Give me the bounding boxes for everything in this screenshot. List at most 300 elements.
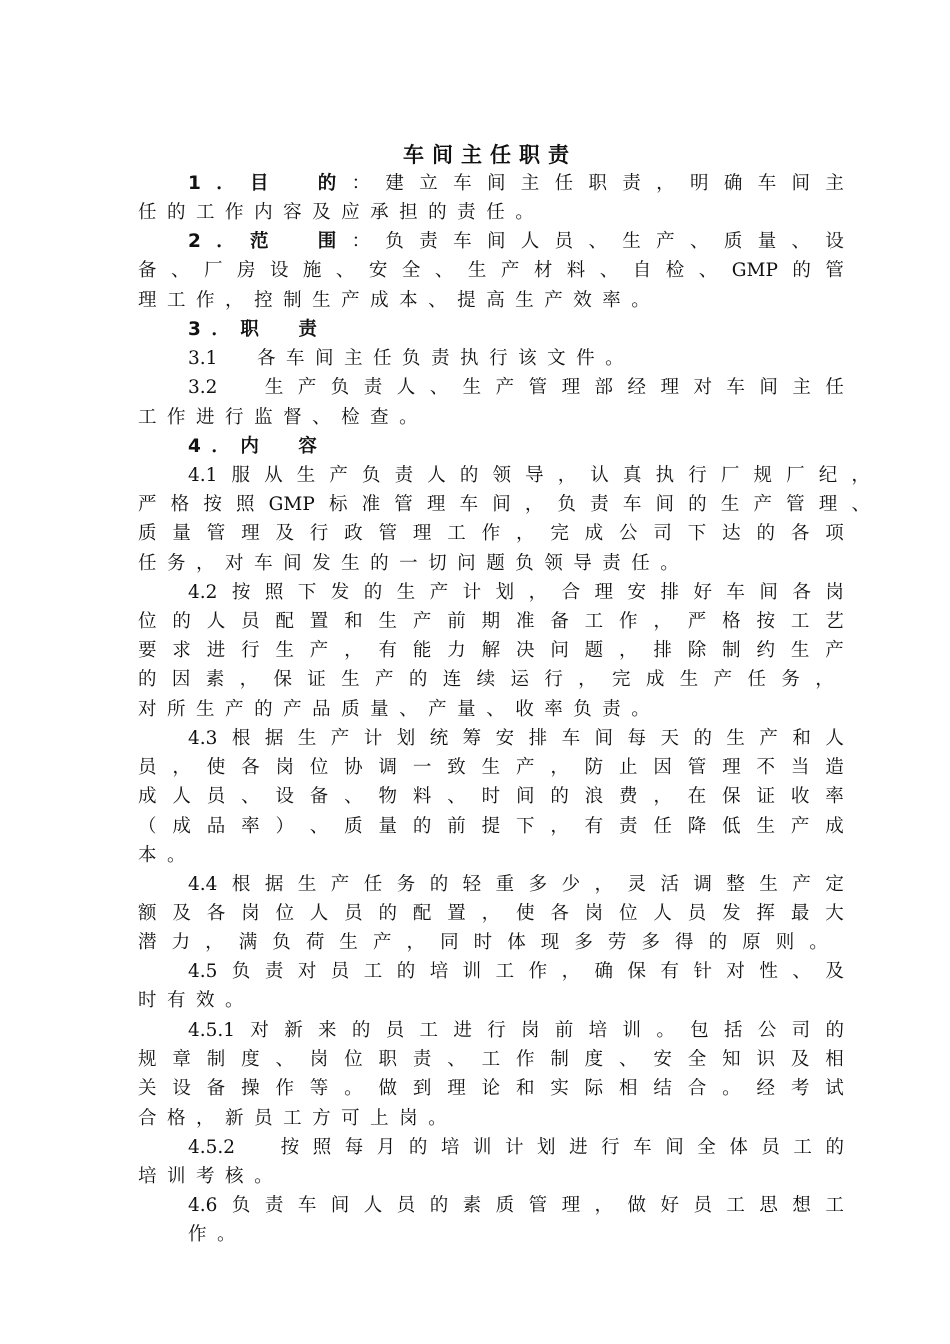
text-glyph: 车 bbox=[453, 231, 472, 252]
text-glyph: 成 bbox=[172, 816, 191, 837]
text-line bbox=[138, 695, 720, 724]
text-glyph: ， bbox=[550, 757, 569, 778]
text-glyph: 力 bbox=[447, 640, 466, 661]
text-glyph: 作 bbox=[167, 407, 186, 428]
text-line bbox=[138, 782, 844, 811]
text-glyph: 容 bbox=[298, 436, 317, 457]
text-glyph: 按 bbox=[231, 582, 251, 603]
text-glyph: 求 bbox=[172, 640, 191, 661]
text-glyph: ， bbox=[578, 669, 597, 690]
text-glyph: 间 bbox=[486, 231, 506, 252]
text-glyph: 产 bbox=[329, 465, 348, 486]
text-glyph: 挥 bbox=[756, 903, 775, 924]
text-glyph: 下 bbox=[297, 582, 317, 603]
text-glyph: 、 bbox=[690, 231, 709, 252]
text-glyph: 有 bbox=[378, 640, 398, 661]
text-glyph: 管 bbox=[378, 523, 398, 544]
text-glyph: 达 bbox=[722, 523, 741, 544]
text-glyph: 间 bbox=[759, 377, 778, 398]
text-glyph: 证 bbox=[307, 669, 326, 690]
text-glyph: 想 bbox=[792, 1195, 811, 1216]
text-glyph: 生 bbox=[462, 377, 482, 398]
text-line bbox=[188, 724, 844, 753]
text-glyph: 任 bbox=[363, 874, 383, 895]
text-line bbox=[138, 490, 870, 519]
text-glyph: 协 bbox=[344, 757, 363, 778]
text-glyph: 、 bbox=[429, 377, 449, 398]
text-glyph: 工 bbox=[167, 290, 186, 311]
text-glyph: 试 bbox=[825, 1078, 844, 1099]
text-glyph: 4.1 bbox=[188, 465, 218, 486]
text-glyph: 生 bbox=[622, 231, 641, 252]
text-glyph: 责 bbox=[590, 494, 609, 515]
text-glyph: 。 bbox=[631, 290, 650, 311]
text-glyph: 章 bbox=[172, 1049, 191, 1070]
text-glyph: 计 bbox=[462, 582, 482, 603]
text-glyph: 产 bbox=[375, 669, 394, 690]
text-glyph: 的 bbox=[138, 669, 157, 690]
text-glyph: 行 bbox=[601, 1137, 620, 1158]
text-glyph: 质 bbox=[344, 816, 363, 837]
text-glyph: 进 bbox=[453, 1020, 472, 1041]
text-glyph: 因 bbox=[653, 757, 672, 778]
text-glyph: 量 bbox=[457, 699, 476, 720]
text-glyph: 管 bbox=[528, 377, 548, 398]
text-glyph: GMP bbox=[731, 260, 778, 281]
text-glyph: 岗 bbox=[241, 903, 260, 924]
text-glyph: 行 bbox=[487, 1020, 506, 1041]
text-glyph: 量 bbox=[172, 523, 191, 544]
text-glyph: 、 bbox=[241, 786, 260, 807]
text-glyph: 位 bbox=[344, 1049, 363, 1070]
text-glyph: 准 bbox=[515, 611, 535, 632]
text-glyph: 间 bbox=[283, 553, 302, 574]
text-glyph: 艺 bbox=[825, 611, 844, 632]
text-glyph: 、 bbox=[275, 1049, 294, 1070]
text-glyph: 间 bbox=[330, 1195, 350, 1216]
text-glyph: 自 bbox=[632, 260, 652, 281]
text-glyph: 除 bbox=[687, 640, 707, 661]
text-glyph: 备 bbox=[550, 611, 569, 632]
text-glyph: 工 bbox=[584, 611, 604, 632]
text-glyph: 从 bbox=[264, 465, 283, 486]
text-glyph: 解 bbox=[481, 640, 501, 661]
text-glyph: 全 bbox=[687, 1049, 707, 1070]
text-glyph: 约 bbox=[756, 640, 775, 661]
text-glyph: 的 bbox=[429, 1195, 449, 1216]
text-glyph: 认 bbox=[590, 465, 609, 486]
text-glyph: 制 bbox=[722, 640, 741, 661]
text-glyph: 文 bbox=[547, 348, 566, 369]
text-glyph: 考 bbox=[196, 1166, 215, 1187]
text-glyph: 作 bbox=[225, 202, 244, 223]
text-glyph: 员 bbox=[693, 1195, 712, 1216]
text-glyph: 造 bbox=[825, 757, 844, 778]
text-glyph: 任 bbox=[631, 553, 650, 574]
text-glyph: ， bbox=[653, 786, 672, 807]
text-glyph: 问 bbox=[457, 553, 476, 574]
text-glyph: 调 bbox=[378, 757, 398, 778]
text-glyph: 划 bbox=[537, 1137, 556, 1158]
text-glyph: 运 bbox=[510, 669, 529, 690]
text-glyph: 收 bbox=[515, 699, 534, 720]
text-glyph: 责 bbox=[602, 553, 621, 574]
text-glyph: 对 bbox=[297, 961, 317, 982]
text-glyph: 的 bbox=[408, 669, 428, 690]
text-glyph: 人 bbox=[309, 903, 329, 924]
text-glyph: 则 bbox=[775, 932, 795, 953]
text-glyph: 员 bbox=[385, 1020, 405, 1041]
text-glyph: 安 bbox=[653, 1049, 672, 1070]
text-line bbox=[188, 1191, 844, 1220]
text-glyph: 、 bbox=[619, 1049, 638, 1070]
text-glyph: 生 bbox=[378, 611, 398, 632]
text-glyph: 责 bbox=[264, 961, 284, 982]
text-glyph: 。 bbox=[254, 1166, 273, 1187]
text-glyph: 品 bbox=[312, 699, 331, 720]
text-glyph: 括 bbox=[723, 1020, 743, 1041]
text-glyph: 、 bbox=[486, 699, 505, 720]
text-glyph: 原 bbox=[742, 932, 761, 953]
text-glyph: 理 bbox=[561, 1195, 581, 1216]
text-glyph: 车 bbox=[633, 1137, 652, 1158]
text-glyph: 质 bbox=[138, 523, 157, 544]
text-glyph: 产 bbox=[759, 728, 778, 749]
text-glyph: 岗 bbox=[825, 582, 844, 603]
text-glyph: 在 bbox=[687, 786, 707, 807]
text-glyph: 产 bbox=[330, 728, 350, 749]
text-glyph: 工 bbox=[419, 1020, 439, 1041]
text-glyph: 产 bbox=[309, 640, 329, 661]
text-glyph: 。 bbox=[515, 202, 534, 223]
text-glyph: ． bbox=[216, 173, 235, 194]
text-glyph: 人 bbox=[396, 377, 416, 398]
text-glyph: 经 bbox=[627, 377, 647, 398]
text-glyph: 按 bbox=[280, 1137, 300, 1158]
text-glyph: 工 bbox=[138, 407, 157, 428]
text-line bbox=[138, 607, 844, 636]
text-glyph: ， bbox=[196, 1108, 215, 1129]
text-glyph: ， bbox=[406, 932, 426, 953]
text-glyph: 的 bbox=[428, 202, 447, 223]
text-glyph: ， bbox=[619, 640, 638, 661]
text-glyph: 管 bbox=[528, 1195, 548, 1216]
text-glyph: 经 bbox=[756, 1078, 775, 1099]
text-glyph: 员 bbox=[138, 757, 157, 778]
text-glyph: 完 bbox=[612, 669, 631, 690]
text-glyph: 、 bbox=[447, 786, 466, 807]
text-glyph: 车 bbox=[297, 1195, 317, 1216]
text-glyph: 备 bbox=[138, 260, 157, 281]
text-glyph: 部 bbox=[594, 377, 614, 398]
text-glyph: 全 bbox=[401, 260, 421, 281]
text-glyph: 培 bbox=[588, 1020, 608, 1041]
text-glyph: 荷 bbox=[305, 932, 325, 953]
text-glyph: 多 bbox=[574, 932, 593, 953]
text-glyph: 方 bbox=[312, 1108, 331, 1129]
text-glyph: 制 bbox=[283, 290, 302, 311]
text-glyph: 置 bbox=[447, 903, 466, 924]
text-glyph: 排 bbox=[528, 728, 548, 749]
text-glyph: 责 bbox=[419, 231, 438, 252]
text-glyph: 体 bbox=[729, 1137, 748, 1158]
text-glyph: 和 bbox=[792, 728, 811, 749]
text-glyph: 车 bbox=[254, 553, 273, 574]
text-glyph: 立 bbox=[419, 173, 438, 194]
text-glyph: 及 bbox=[790, 1049, 810, 1070]
text-glyph: 提 bbox=[457, 290, 476, 311]
text-glyph: 、 bbox=[447, 1049, 466, 1070]
text-glyph: 间 bbox=[655, 494, 675, 515]
text-glyph: 的 bbox=[317, 173, 337, 194]
text-glyph: 作 bbox=[275, 1078, 294, 1099]
text-glyph: 内 bbox=[254, 202, 273, 223]
text-glyph: 、 bbox=[434, 260, 454, 281]
text-glyph: 对 bbox=[250, 1020, 269, 1041]
text-glyph: 计 bbox=[504, 1137, 524, 1158]
text-glyph: 、 bbox=[698, 260, 718, 281]
text-line bbox=[188, 957, 844, 986]
text-glyph: 保 bbox=[722, 786, 741, 807]
text-glyph: 素 bbox=[462, 1195, 482, 1216]
text-glyph: 满 bbox=[238, 932, 258, 953]
text-glyph: 下 bbox=[515, 816, 535, 837]
text-glyph: 生 bbox=[275, 640, 294, 661]
text-glyph: 负 bbox=[557, 494, 577, 515]
text-glyph: 上 bbox=[370, 1108, 389, 1129]
text-glyph: ， bbox=[528, 582, 548, 603]
text-glyph: 责 bbox=[394, 465, 414, 486]
text-glyph: 同 bbox=[440, 932, 459, 953]
text-glyph: 理 bbox=[426, 494, 446, 515]
text-glyph: 行 bbox=[688, 465, 707, 486]
text-glyph: 领 bbox=[492, 465, 512, 486]
text-glyph: 的 bbox=[172, 611, 191, 632]
text-glyph: ， bbox=[225, 290, 244, 311]
text-line bbox=[138, 812, 844, 841]
text-glyph: 前 bbox=[554, 1020, 574, 1041]
text-glyph: 间 bbox=[791, 173, 811, 194]
text-glyph: 3.2 bbox=[188, 377, 218, 398]
text-glyph: 员 bbox=[241, 611, 260, 632]
text-line bbox=[138, 256, 844, 285]
text-glyph: 。 bbox=[656, 1020, 675, 1041]
text-glyph: 的 bbox=[550, 786, 569, 807]
text-glyph: 车 bbox=[459, 494, 479, 515]
text-glyph: 理 bbox=[722, 757, 741, 778]
text-glyph: 生 bbox=[264, 377, 284, 398]
text-glyph: 主 bbox=[520, 173, 540, 194]
text-glyph: 产 bbox=[792, 874, 811, 895]
text-glyph: 能 bbox=[412, 640, 432, 661]
text-glyph: ： bbox=[351, 173, 371, 194]
text-glyph: 据 bbox=[264, 728, 284, 749]
text-glyph: 材 bbox=[533, 260, 553, 281]
text-glyph: 实 bbox=[550, 1078, 569, 1099]
text-glyph: 职 bbox=[378, 1049, 398, 1070]
text-line bbox=[138, 928, 828, 957]
text-glyph: 工 bbox=[363, 961, 383, 982]
text-glyph: 照 bbox=[312, 1137, 332, 1158]
text-glyph: 格 bbox=[722, 611, 741, 632]
text-glyph: 生 bbox=[296, 465, 316, 486]
text-glyph: 成 bbox=[645, 669, 665, 690]
text-glyph: 有 bbox=[584, 816, 604, 837]
text-glyph: 间 bbox=[486, 173, 506, 194]
text-glyph: ： bbox=[351, 231, 371, 252]
text-glyph: 工 bbox=[825, 1195, 844, 1216]
text-glyph: 围 bbox=[317, 231, 337, 252]
text-glyph: 料 bbox=[566, 260, 586, 281]
text-glyph: 承 bbox=[370, 202, 389, 223]
text-glyph: 厂 bbox=[720, 465, 740, 486]
text-glyph: 相 bbox=[825, 1049, 844, 1070]
text-glyph: 合 bbox=[687, 1078, 707, 1099]
text-glyph: 生 bbox=[467, 260, 487, 281]
text-glyph: 及 bbox=[825, 961, 844, 982]
text-glyph: 所 bbox=[167, 699, 186, 720]
text-line bbox=[138, 636, 844, 665]
text-glyph: 公 bbox=[757, 1020, 777, 1041]
text-glyph: 要 bbox=[138, 640, 157, 661]
text-glyph: 和 bbox=[344, 611, 363, 632]
text-glyph: 管 bbox=[394, 494, 413, 515]
text-glyph: 质 bbox=[495, 1195, 515, 1216]
text-glyph: 及 bbox=[312, 202, 331, 223]
text-glyph: 物 bbox=[378, 786, 398, 807]
text-glyph: 对 bbox=[693, 377, 712, 398]
text-glyph: 间 bbox=[594, 728, 614, 749]
text-glyph: 产 bbox=[790, 816, 810, 837]
text-glyph: 岗 bbox=[309, 1049, 329, 1070]
text-glyph: 的 bbox=[412, 816, 432, 837]
text-glyph: 照 bbox=[264, 582, 284, 603]
text-glyph: 合 bbox=[561, 582, 581, 603]
text-glyph: 检 bbox=[665, 260, 685, 281]
text-glyph: 低 bbox=[722, 816, 741, 837]
text-glyph: 生 bbox=[679, 669, 699, 690]
text-glyph: 结 bbox=[653, 1078, 672, 1099]
text-glyph: 员 bbox=[206, 786, 226, 807]
text-glyph: 工 bbox=[793, 1137, 812, 1158]
text-glyph: 岗 bbox=[399, 1108, 418, 1129]
text-glyph: 防 bbox=[584, 757, 604, 778]
text-line bbox=[188, 1133, 844, 1162]
text-glyph: 费 bbox=[619, 786, 638, 807]
text-glyph: 4.6 bbox=[188, 1195, 218, 1216]
text-glyph: 理 bbox=[594, 582, 614, 603]
text-glyph: 多 bbox=[528, 874, 548, 895]
text-glyph: ， bbox=[239, 669, 259, 690]
text-glyph: 进 bbox=[569, 1137, 588, 1158]
text-glyph: 厂 bbox=[203, 260, 223, 281]
text-glyph: 任 bbox=[373, 348, 392, 369]
text-glyph: 作 bbox=[528, 961, 548, 982]
text-glyph: 。 bbox=[722, 1078, 741, 1099]
text-glyph: 公 bbox=[619, 523, 638, 544]
text-glyph: 问 bbox=[550, 640, 569, 661]
text-glyph: 产 bbox=[825, 640, 844, 661]
text-glyph: 多 bbox=[641, 932, 660, 953]
text-glyph: 人 bbox=[653, 903, 672, 924]
text-glyph: 间 bbox=[665, 1137, 684, 1158]
text-glyph: 任 bbox=[825, 377, 844, 398]
text-glyph: 时 bbox=[481, 786, 501, 807]
text-glyph: 作 bbox=[515, 1049, 535, 1070]
text-glyph: 安 bbox=[627, 582, 647, 603]
text-glyph: 岗 bbox=[584, 903, 604, 924]
text-glyph: 主 bbox=[825, 173, 844, 194]
text-glyph: 相 bbox=[619, 1078, 638, 1099]
text-glyph: 划 bbox=[396, 728, 416, 749]
text-glyph: 核 bbox=[225, 1166, 244, 1187]
text-glyph: 料 bbox=[412, 786, 432, 807]
text-glyph: 严 bbox=[687, 611, 707, 632]
text-glyph: 负 bbox=[231, 1195, 251, 1216]
text-glyph: 作 bbox=[188, 1224, 207, 1245]
text-glyph: 连 bbox=[442, 669, 462, 690]
text-line bbox=[188, 870, 844, 899]
text-line bbox=[138, 198, 588, 227]
text-line bbox=[138, 665, 834, 694]
text-glyph: 筹 bbox=[462, 728, 482, 749]
text-glyph: 真 bbox=[623, 465, 642, 486]
text-glyph: 前 bbox=[447, 611, 466, 632]
text-glyph: 设 bbox=[275, 786, 294, 807]
text-glyph: 生 bbox=[720, 494, 740, 515]
text-glyph: 到 bbox=[412, 1078, 432, 1099]
text-glyph: 产 bbox=[428, 699, 447, 720]
text-glyph: 、 bbox=[599, 260, 619, 281]
text-glyph: 排 bbox=[653, 640, 672, 661]
text-glyph: 少 bbox=[561, 874, 581, 895]
text-glyph: 1 bbox=[188, 173, 201, 194]
text-glyph: 生 bbox=[515, 290, 534, 311]
text-glyph: 4 bbox=[188, 436, 201, 457]
text-glyph: 规 bbox=[138, 1049, 157, 1070]
text-line bbox=[188, 315, 330, 344]
text-glyph: 产 bbox=[429, 582, 449, 603]
text-glyph: 对 bbox=[138, 699, 157, 720]
text-glyph: 时 bbox=[138, 990, 157, 1011]
text-glyph: 的 bbox=[363, 582, 383, 603]
text-glyph: 浪 bbox=[584, 786, 604, 807]
text-glyph: 产 bbox=[495, 377, 515, 398]
text-glyph: 发 bbox=[722, 903, 741, 924]
text-glyph: 使 bbox=[206, 757, 226, 778]
text-glyph: 。 bbox=[428, 1108, 447, 1129]
text-glyph: 生 bbox=[297, 728, 317, 749]
text-glyph: 安 bbox=[495, 728, 515, 749]
text-glyph: 各 bbox=[790, 523, 810, 544]
text-glyph: 的 bbox=[459, 465, 479, 486]
text-glyph: 工 bbox=[447, 523, 466, 544]
text-glyph: 4.2 bbox=[188, 582, 218, 603]
text-glyph: 建 bbox=[385, 173, 404, 194]
text-glyph: 保 bbox=[273, 669, 292, 690]
text-glyph: 位 bbox=[138, 611, 157, 632]
text-glyph: 人 bbox=[363, 1195, 383, 1216]
text-line bbox=[188, 344, 655, 373]
text-glyph: 任 bbox=[486, 202, 505, 223]
text-glyph: 任 bbox=[138, 553, 157, 574]
text-glyph: 的 bbox=[378, 903, 398, 924]
text-glyph: 配 bbox=[412, 903, 432, 924]
text-glyph: 生 bbox=[312, 290, 331, 311]
text-glyph: 质 bbox=[723, 231, 743, 252]
text-glyph: 人 bbox=[172, 786, 191, 807]
text-line bbox=[138, 1104, 490, 1133]
